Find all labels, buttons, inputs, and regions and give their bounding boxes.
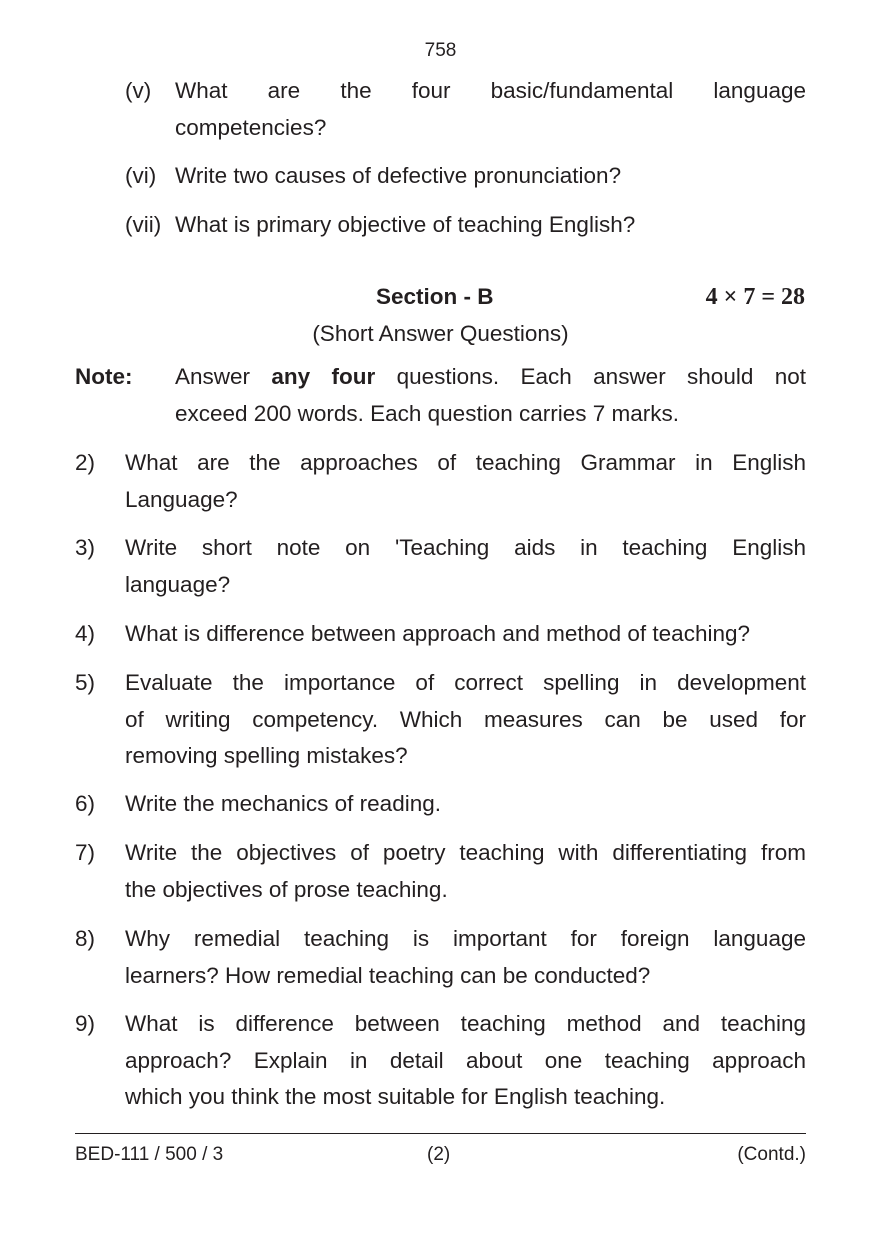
sheet-number: (2) bbox=[427, 1144, 451, 1165]
question-text-line: What is primary objective of teaching English? bbox=[175, 212, 636, 237]
section-subtitle: (Short Answer Questions) bbox=[312, 321, 569, 346]
question-text-line: Write short note on 'Teaching aids in teaching English bbox=[125, 535, 806, 560]
footer-divider bbox=[75, 1133, 806, 1134]
question-text-line: What are the four basic/fundamental language bbox=[175, 78, 806, 103]
question-text-line: What is difference between teaching method and teaching bbox=[125, 1011, 806, 1036]
question-number: 2) bbox=[75, 450, 96, 475]
question-number: 7) bbox=[75, 840, 96, 865]
question-text-line: What is difference between approach and method of teaching? bbox=[125, 621, 751, 646]
question-text-line: the objectives of prose teaching. bbox=[125, 876, 448, 902]
question-text-line: language? bbox=[125, 571, 231, 597]
section-title: Section - B bbox=[376, 284, 494, 309]
question-number: (vi) bbox=[125, 163, 157, 188]
question-text-line: of writing competency. Which measures can be used for bbox=[125, 706, 806, 732]
note-emphasis: any four bbox=[271, 364, 376, 389]
note-text: questions. Each answer should not bbox=[396, 364, 806, 389]
question-text-line: Evaluate the importance of correct spelling in development bbox=[125, 670, 806, 695]
note-line bbox=[175, 359, 806, 396]
question-text-line: Write the objectives of poetry teaching with differentiating from bbox=[125, 840, 806, 865]
question-text-line: removing spelling mistakes? bbox=[125, 743, 408, 769]
question-text-line: learners? How remedial teaching can be conducted? bbox=[125, 962, 651, 988]
question-text-line: Write the mechanics of reading. bbox=[125, 791, 441, 816]
question-number: 3) bbox=[75, 535, 96, 560]
question-text-line: approach? Explain in detail about one teaching approach bbox=[125, 1047, 806, 1073]
note-line: exceed 200 words. Each question carries 7 marks. bbox=[175, 400, 679, 426]
question-text-line: What are the approaches of teaching Grammar in English bbox=[125, 450, 806, 475]
question-text-line: which you think the most suitable for English teaching. bbox=[125, 1084, 666, 1110]
question-number: (v) bbox=[125, 78, 152, 103]
question-number: 9) bbox=[75, 1011, 96, 1036]
section-marks: 4 × 7 = 28 bbox=[705, 284, 805, 310]
question-text-line: Write two causes of defective pronunciation? bbox=[175, 163, 622, 188]
note-label: Note: bbox=[75, 364, 133, 389]
question-number: 8) bbox=[75, 926, 96, 951]
question-text-line: Language? bbox=[125, 486, 238, 512]
page-number: 758 bbox=[424, 40, 457, 61]
question-text-line: Why remedial teaching is important for foreign language bbox=[125, 926, 806, 951]
question-number: 4) bbox=[75, 621, 96, 646]
question-number: (vii) bbox=[125, 212, 162, 237]
question-number: 6) bbox=[75, 791, 96, 816]
paper-code: BED-111 / 500 / 3 bbox=[75, 1144, 224, 1165]
question-number: 5) bbox=[75, 670, 96, 695]
continued-label: (Contd.) bbox=[737, 1144, 806, 1165]
question-text-line: competencies? bbox=[175, 114, 327, 140]
note-text: Answer bbox=[175, 364, 251, 389]
